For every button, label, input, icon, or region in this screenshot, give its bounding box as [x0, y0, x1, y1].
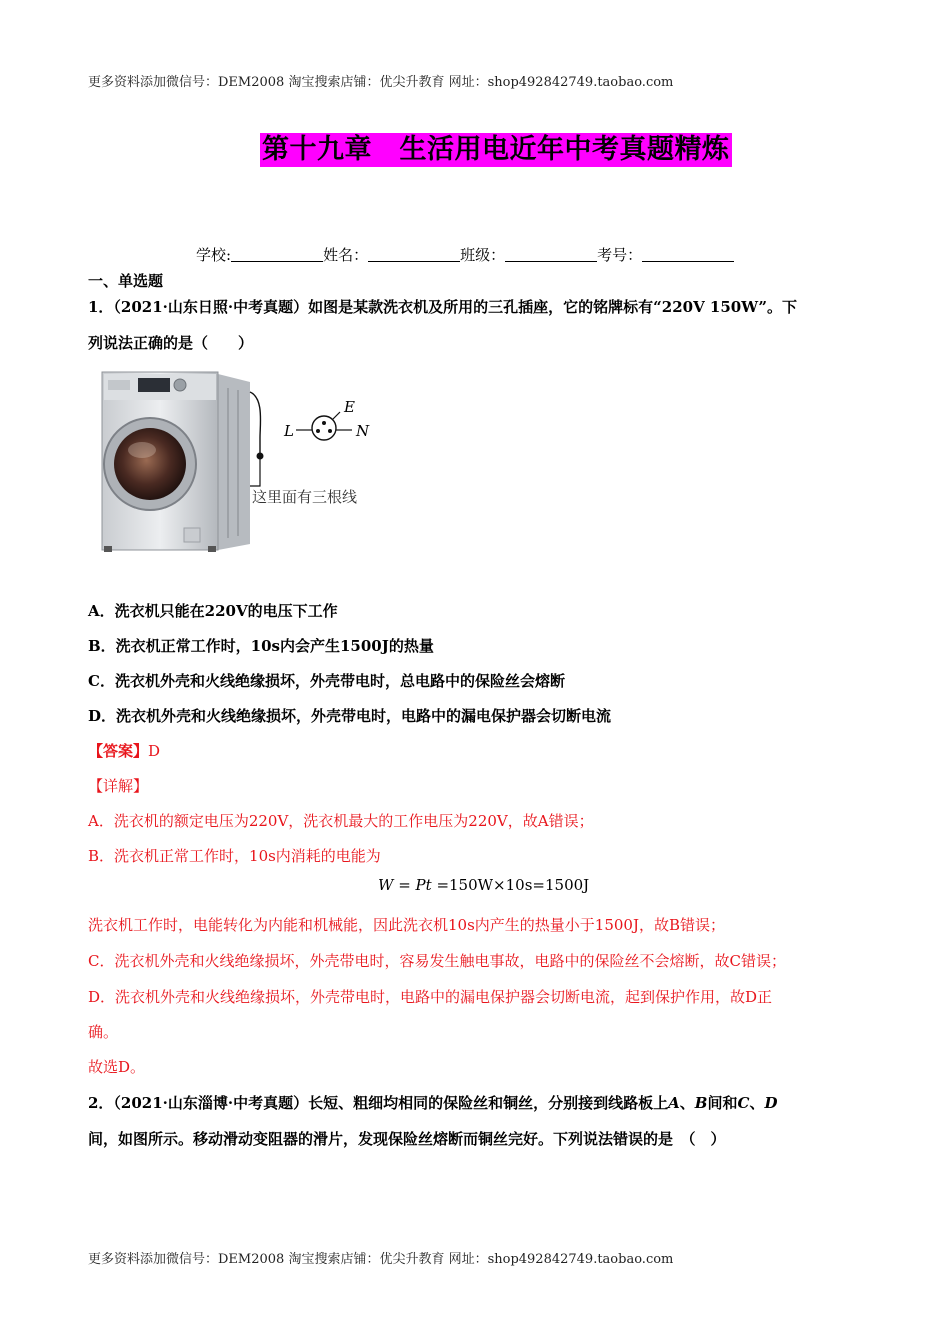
option-a: A．洗衣机只能在220V的电压下工作: [88, 602, 338, 620]
class-label: 班级：: [460, 246, 506, 264]
explain-d-line-1: D．洗衣机外壳和火线绝缘损坏，外壳带电时，电路中的漏电保护器会切断电流，起到保护作用，故D正: [88, 988, 773, 1006]
answer-label: 【答案】: [88, 742, 149, 760]
formula-pt: Pt: [415, 876, 432, 894]
page-header: 更多资料添加微信号：DEM2008 淘宝搜索店铺：优尖升教育 网址：shop492842749.taobao.com: [88, 75, 674, 90]
conclusion: 故选D。: [88, 1058, 146, 1076]
question-1-line-2: 列说法正确的是（ ）: [88, 334, 254, 352]
washing-machine-figure: [100, 368, 390, 556]
option-c: C．洗衣机外壳和火线绝缘损坏，外壳带电时，总电路中的保险丝会熔断: [88, 672, 565, 690]
student-info-row: [196, 244, 734, 265]
class-blank: [505, 247, 597, 262]
formula-w: W: [378, 876, 394, 894]
q2-point-a: A: [668, 1094, 680, 1112]
detail-label: 【详解】: [88, 777, 149, 795]
option-b: B．洗衣机正常工作时，10s内会产生1500J的热量: [88, 637, 434, 655]
exam-no-label: 考号：: [597, 246, 643, 264]
question-2-line-1: [88, 1092, 777, 1113]
q2-sep-1: 、: [679, 1094, 695, 1112]
page-title: 第十九章 生活用电近年中考真题精炼: [262, 134, 730, 165]
option-d: D．洗衣机外壳和火线绝缘损坏，外壳带电时，电路中的漏电保护器会切断电流: [88, 707, 612, 725]
exam-no-blank: [642, 247, 734, 262]
neutral-wire-label: N: [356, 422, 370, 440]
school-blank: [231, 247, 323, 262]
answer-line: [88, 740, 160, 761]
figure-caption: 这里面有三根线: [252, 488, 358, 506]
q2-point-b: B: [694, 1094, 708, 1112]
q2-point-d: D: [764, 1094, 778, 1112]
question-2-line-2: 间，如图所示。移动滑动变阻器的滑片，发现保险丝熔断而铜丝完好。下列说法错误的是 （ ）: [88, 1130, 726, 1148]
question-1-line-1: 1．（2021·山东日照·中考真题）如图是某款洗衣机及所用的三孔插座，它的铭牌标有“220V 150W”。下: [88, 298, 797, 316]
explain-a: A．洗衣机的额定电压为220V，洗衣机最大的工作电压为220V，故A错误；: [88, 812, 594, 830]
q2-sep-2: 、: [749, 1094, 765, 1112]
energy-formula: [378, 876, 589, 894]
explain-d-line-2: 确。: [88, 1023, 119, 1041]
name-blank: [368, 247, 460, 262]
explain-b: B．洗衣机正常工作时，10s内消耗的电能为: [88, 847, 381, 865]
q2-point-c: C: [737, 1094, 750, 1112]
page-footer: 更多资料添加微信号：DEM2008 淘宝搜索店铺：优尖升教育 网址：shop492842749.taobao.com: [88, 1252, 674, 1267]
washing-machine-illustration: [100, 368, 390, 556]
answer-value: D: [148, 742, 161, 760]
school-label: 学校:: [196, 246, 232, 264]
name-label: 姓名：: [323, 246, 369, 264]
live-wire-label: L: [284, 422, 294, 440]
formula-rest: =150W×10s=1500J: [431, 876, 590, 894]
q2-text-a: 2．（2021·山东淄博·中考真题）长短、粗细均相同的保险丝和铜丝，分别接到线路板上: [88, 1094, 669, 1112]
q2-mid: 间和: [707, 1094, 738, 1112]
explain-b2: 洗衣机工作时，电能转化为内能和机械能，因此洗衣机10s内产生的热量小于1500J，故B错误；: [88, 916, 725, 934]
explain-c: C．洗衣机外壳和火线绝缘损坏，外壳带电时，容易发生触电事故，电路中的保险丝不会熔断，故C错误；: [88, 952, 786, 970]
section-heading: 一、单选题: [88, 272, 164, 290]
formula-eq: =: [393, 876, 411, 894]
earth-wire-label: E: [344, 398, 355, 416]
